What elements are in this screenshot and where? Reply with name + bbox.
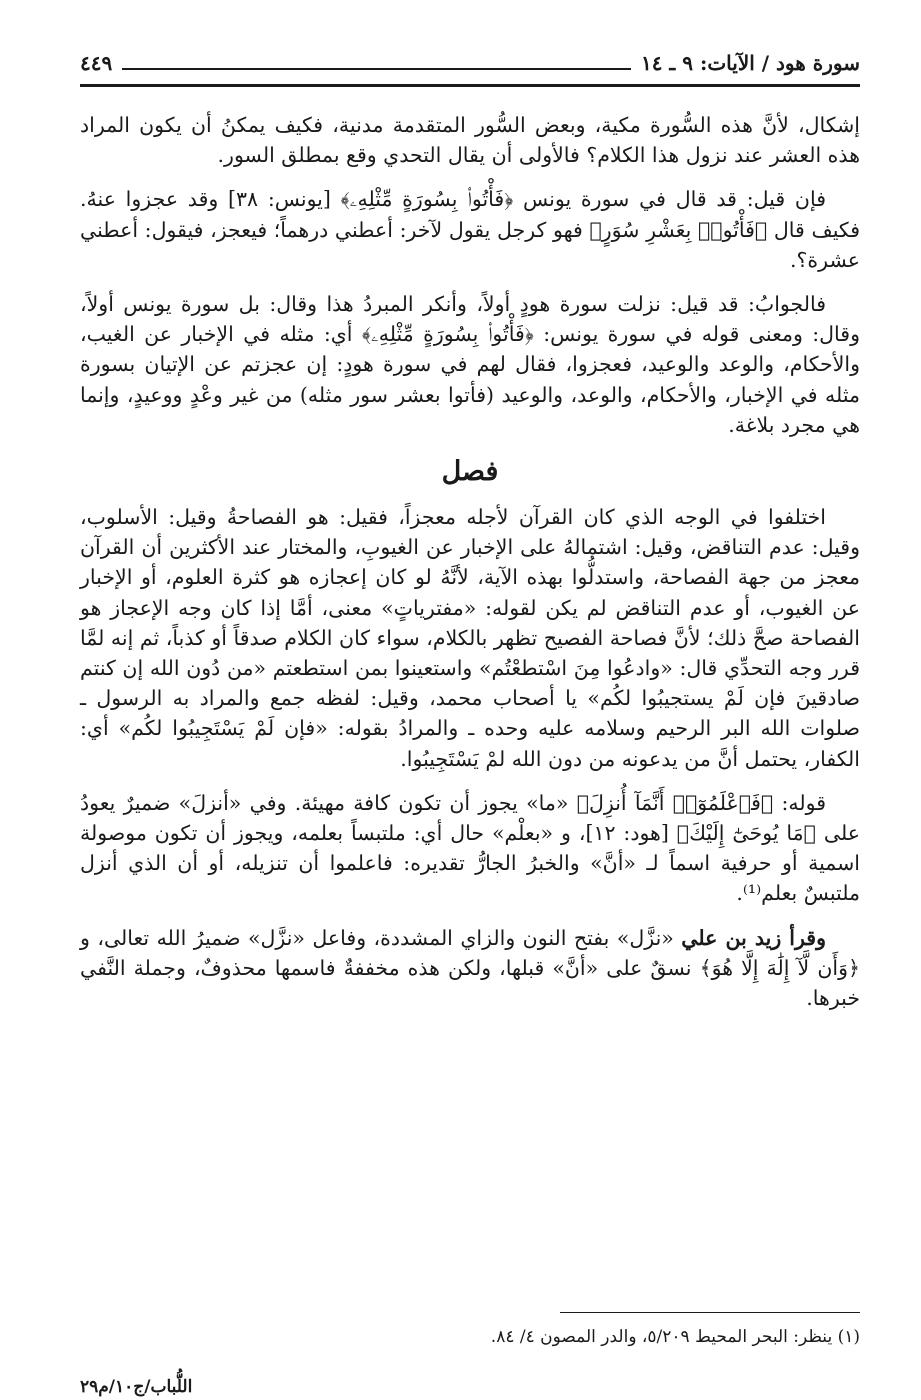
footnote: (١) ينظر: البحر المحيط ٥/٢٠٩، والدر المصون ٤/ ٨٤. — [490, 1327, 860, 1347]
paragraph: فالجوابُ: قد قيل: نزلت سورة هودٍ أولاً، وأنكر المبردُ هذا وقال: بل سورة يونس أولاً، وقال: ومعنى قوله في سورة يونس: ﴿فَأْتُوا۟ بِسُورَةٍ مِّثْلِهِۦ﴾ أي: مثله في الإخبار عن الغيب، والأحكام، والوعد والوعيد، فعجزوا، فقال لهم في سورة هودٍ: إن عجزتم عن الإتيان بسورة مثله في الإخبار، والأحكام، والوعد، والوعيد (فأتوا بعشر سور مثله) من غير وعْدٍ ووعيدٍ، وإنما هي مجرد بلاغة. — [80, 292, 860, 437]
section-heading: فصل — [441, 456, 499, 488]
paragraph-text: «نزَّل» بفتح النون والزاي المشددة، وفاعل «نزَّل» ضميرُ الله تعالى، و ﴿وَأَن لَّآ إِلَٰهَ إِلَّا هُوَ﴾ نسقٌ على «أنَّ» قبلها، ولكن هذه مخففةٌ فاسمها محذوفٌ، وجملة النَّفي خبرها. — [80, 925, 860, 1011]
printer-signature: اللُّباب/ج١٠/م٢٩ — [80, 1377, 193, 1397]
paragraph: اختلفوا في الوجه الذي كان القرآن لأجله معجزاً، فقيل: هو الفصاحةُ وقيل: الأسلوب، وقيل: عدم التناقض، وقيل: اشتمالهُ على الإخبار عن الغيوبِ، والمختار عند الأكثرين أن القرآن معجز من جهة الفصاحة، واستدلُّوا بهذه الآية، لأنَّهُ لو كان إعجازه هو كثرة العلوم، أو الإخبار عن الغيوب، أو عدم التناقض لم يكن لقوله: «مفترياتٍ» معنى، أمَّا إذا كان وجه الإعجاز هو الفصاحة صحَّ ذلك؛ لأنَّ فصاحة الفصيح تظهر بالكلام، سواء كان الكلام صدقاً أو كذباً، ثم إنه لمَّا قرر وجه التحدِّي قال: «وادعُوا مِنَ اسْتطعْتُم» واستعينوا بمن استطعتم «من دُون الله إن كنتم صادقينَ فإن لَمْ يستجيبُوا لكُم» يا أصحاب محمد، وقيل: لفظه جمع والمراد به الرسول ـ صلوات الله البر الرحيم وسلامه عليه وحده ـ والمرادُ بقوله: «فإن لَمْ يَسْتَجِيبُوا لكُم» أي: الكفار، يحتمل أنَّ من يدعونه من دون الله لمْ يَسْتَجِيبُوا. — [80, 505, 860, 771]
running-header-rule — [122, 68, 631, 70]
running-header-title: سورة هود / الآيات: ٩ ـ ١٤ — [640, 51, 860, 75]
header-divider — [80, 84, 860, 87]
book-page — [80, 44, 860, 1397]
footnote-divider — [560, 1312, 860, 1313]
main-text — [80, 110, 860, 1027]
running-header — [80, 48, 860, 78]
page-number: ٤٤٩ — [80, 51, 113, 75]
reader-name: وقرأ زيد بن علي — [681, 925, 826, 950]
paragraph: إشكال، لأنَّ هذه السُّورة مكية، وبعض السُّور المتقدمة مدنية، فكيف يمكنُ أن يكون المراد هذه العشر عند نزول هذا الكلام؟ فالأولى أن يقال التحدي وقع بمطلق السور. — [80, 113, 860, 168]
paragraph: قوله: ﴿فَٱعْلَمُوٓا۟ أَنَّمَآ أُنزِلَ﴾ «ما» يجوز أن تكون كافة مهيئة. وفي «أنزلَ» ضميرٌ يعودُ على ﴿مَا يُوحَىٰٓ إِلَيْكَ﴾ [هود: ١٢]، و «بعلْم» حال أي: ملتبساً بعلمه، ويجوز أن تكون موصولة اسمية أو حرفية اسماً لـ «أنَّ» والخبرُ الجارُّ تقديره: فاعلموا أن تنزيله، أو أن الذي أنزل ملتبسٌ بعلم⁽¹⁾. — [80, 790, 860, 906]
paragraph — [80, 923, 860, 1014]
paragraph: فإن قيل: قد قال في سورة يونس ﴿فَأْتُوا۟ بِسُورَةٍ مِّثْلِهِۦ﴾ [يونس: ٣٨] وقد عجزوا عنهُ. فكيف قال ﴿فَأْتُوا۟ بِعَشْرِ سُوَرٍ﴾ فهو كرجل يقول لآخر: أعطني درهماً؛ فيعجز، فيقول: أعطني عشرة؟. — [80, 187, 860, 272]
